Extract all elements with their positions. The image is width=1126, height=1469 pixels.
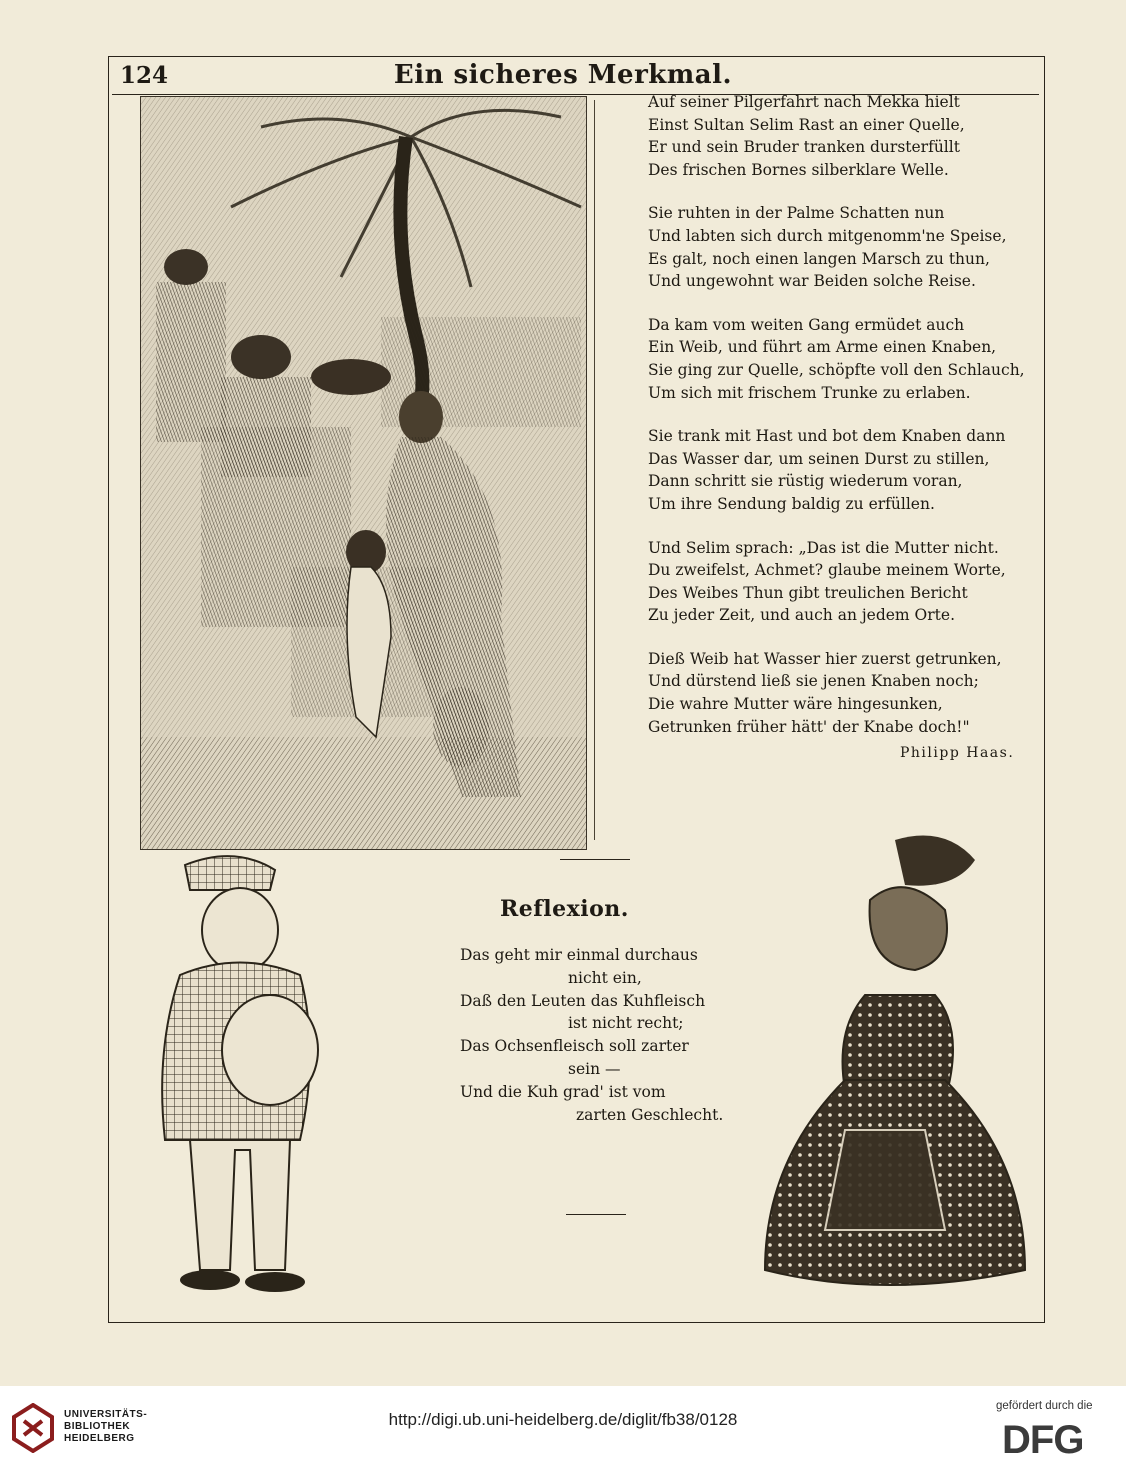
poem-line: Ein Weib, und führt am Arme einen Knaben,: [648, 338, 997, 357]
poem-line: Sie ruhten in der Palme Schatten nun: [648, 204, 945, 223]
poem-line: Du zweifelst, Achmet? glaube meinem Worte,: [648, 561, 1006, 580]
stanza: [648, 537, 1028, 627]
stanza: [648, 648, 1028, 738]
section-rule: [560, 859, 630, 860]
column-divider: [594, 100, 595, 840]
poem-line: Sie trank mit Hast und bot dem Knaben dann: [648, 427, 1006, 446]
poem-text: [648, 91, 1028, 759]
reflexion-line: Das geht mir einmal durchaus: [460, 946, 698, 964]
poem-line: Auf seiner Pilgerfahrt nach Mekka hielt: [648, 93, 960, 111]
reflexion-line: sein —: [568, 1059, 621, 1078]
page-number: 124: [120, 62, 169, 89]
poem-line: Es galt, noch einen langen Marsch zu thun,: [648, 249, 990, 268]
reflexion-line: Daß den Leuten das Kuhfleisch: [460, 991, 706, 1010]
engraving-sultan-at-well: [140, 96, 587, 850]
stanza: [648, 314, 1028, 404]
university-name-line: HEIDELBERG: [64, 1433, 135, 1444]
section-rule: [566, 1214, 626, 1215]
poem-line: Die wahre Mutter wäre hingesunken,: [648, 695, 943, 714]
university-name-line: UNIVERSITÄTS-: [64, 1409, 148, 1420]
reflexion-line: Das Ochsenfleisch soll zarter: [460, 1037, 689, 1056]
poem-line: Er und sein Bruder tranken dursterfüllt: [648, 138, 960, 157]
poem-line: Und Selim sprach: „Das ist die Mutter nicht.: [648, 538, 999, 557]
cow-lady-cartoon: [745, 830, 1035, 1310]
poem-line: Sie ging zur Quelle, schöpfte voll den Schlauch,: [648, 360, 1025, 379]
poem-line: Und dürstend ließ sie jenen Knaben noch;: [648, 672, 979, 691]
stanza: [648, 425, 1028, 515]
poem-line: Des frischen Bornes silberklare Welle.: [648, 160, 949, 179]
poem-line: Einst Sultan Selim Rast an einer Quelle,: [648, 115, 965, 134]
stanza: [648, 202, 1028, 292]
reflexion-title: Reflexion.: [500, 896, 629, 922]
source-url-link[interactable]: http://digi.ub.uni-heidelberg.de/diglit/fb38/0128: [388, 1410, 738, 1429]
university-name-line: BIBLIOTHEK: [64, 1421, 131, 1432]
funded-by-text: gefördert durch die: [996, 1400, 1093, 1412]
poem-line: Dieß Weib hat Wasser hier zuerst getrunken,: [648, 649, 1002, 668]
page-title: Ein sicheres Merkmal.: [393, 60, 733, 90]
butcher-cartoon: [150, 850, 330, 1310]
dfg-logo: DFG: [1002, 1418, 1084, 1462]
reflexion-poem: [460, 944, 724, 1126]
poem-author: Philipp Haas.: [900, 745, 1015, 761]
poem-line: Zu jeder Zeit, und auch an jedem Orte.: [648, 606, 955, 625]
reflexion-line: ist nicht recht;: [568, 1014, 684, 1033]
poem-line: Da kam vom weiten Gang ermüdet auch: [648, 315, 965, 334]
stanza: [648, 91, 1028, 181]
poem-line: Das Wasser dar, um seinen Durst zu stillen,: [648, 449, 990, 468]
reflexion-line: nicht ein,: [568, 968, 642, 987]
poem-line: Um ihre Sendung baldig zu erfüllen.: [648, 494, 935, 513]
poem-line: Getrunken früher hätt' der Knabe doch!": [648, 717, 970, 736]
reflexion-line: zarten Geschlecht.: [576, 1105, 724, 1124]
poem-line: Des Weibes Thun gibt treulichen Bericht: [648, 583, 968, 602]
reflexion-line: Und die Kuh grad' ist vom: [460, 1082, 666, 1101]
poem-line: Und ungewohnt war Beiden solche Reise.: [648, 272, 976, 291]
poem-line: Und labten sich durch mitgenomm'ne Speise,: [648, 226, 1007, 245]
poem-line: Dann schritt sie rüstig wiederum voran,: [648, 472, 963, 491]
poem-line: Um sich mit frischem Trunke zu erlaben.: [648, 383, 971, 402]
